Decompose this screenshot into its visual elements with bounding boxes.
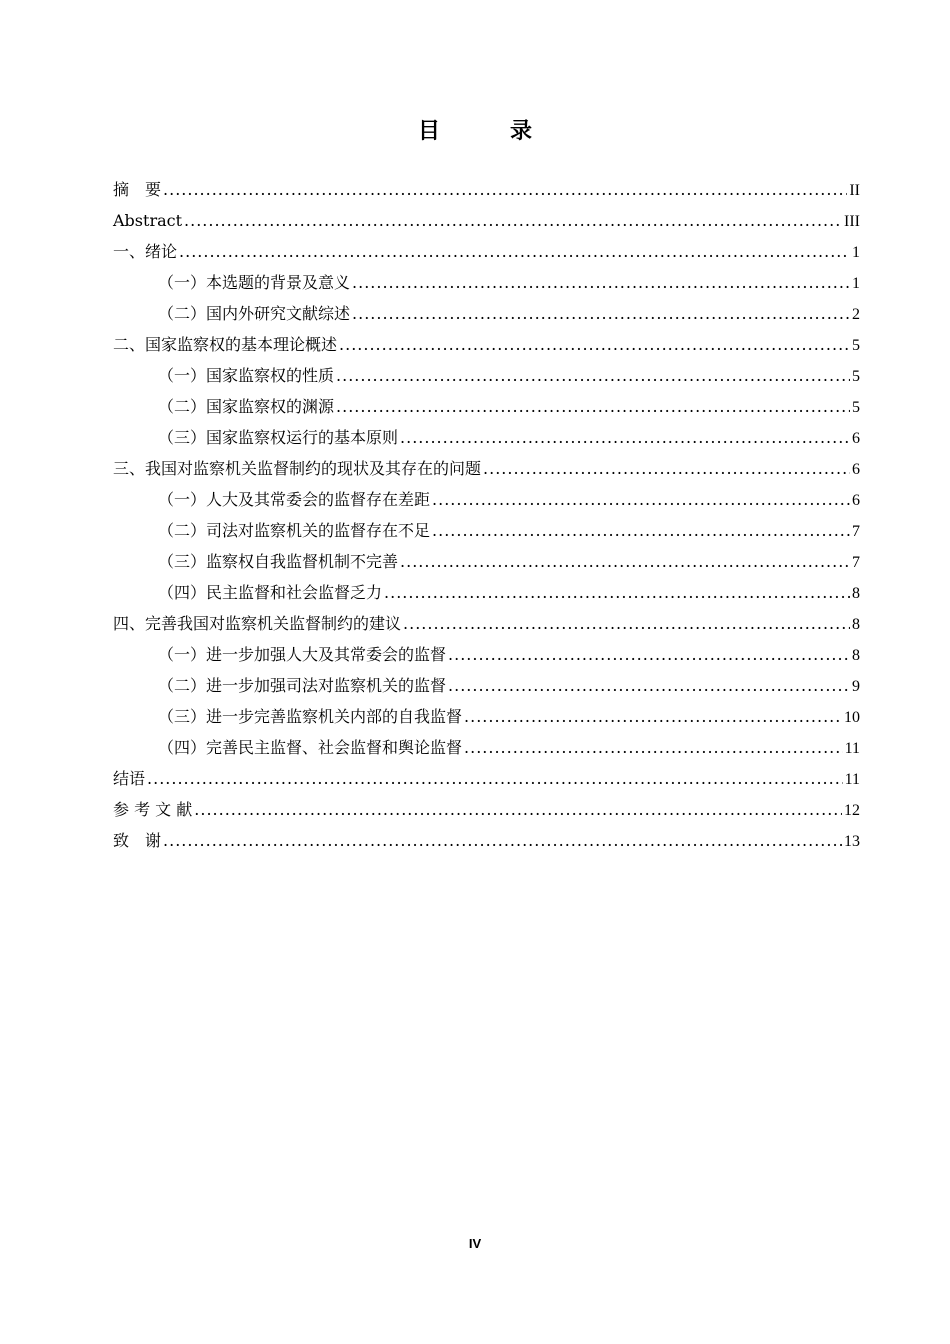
toc-entry-label: （三）进一步完善监察机关内部的自我监督 [158,707,463,726]
table-of-contents [113,174,860,856]
toc-entry-page: 2 [852,306,860,323]
toc-entry[interactable] [113,763,860,794]
toc-entry-label: （二）国家监察权的渊源 [158,397,335,416]
toc-entry-label: 四、完善我国对监察机关监督制约的建议 [113,614,402,633]
toc-entry-page: 5 [852,368,860,385]
toc-leader-dots [352,267,850,298]
toc-entry[interactable] [113,298,860,329]
toc-entry[interactable] [113,205,860,236]
toc-leader-dots [163,825,842,856]
toc-entry-label: （一）国家监察权的性质 [158,366,335,385]
toc-entry-label: Abstract [113,211,183,230]
toc-entry[interactable] [113,577,860,608]
toc-entry[interactable] [113,515,860,546]
toc-entry-page: 12 [844,802,860,819]
toc-leader-dots [432,484,850,515]
toc-entry[interactable] [113,732,860,763]
toc-leader-dots [400,546,850,577]
toc-entry[interactable] [113,174,860,205]
toc-entry-label: （一）本选题的背景及意义 [158,273,351,292]
toc-leader-dots [384,577,850,608]
toc-leader-dots [339,329,850,360]
toc-entry-page: 9 [852,678,860,695]
toc-entry-label: （三）国家监察权运行的基本原则 [158,428,399,447]
toc-entry[interactable] [113,546,860,577]
toc-leader-dots [336,391,850,422]
toc-entry-page: 1 [852,244,860,261]
toc-leader-dots [184,205,842,236]
toc-entry-label: （四）完善民主监督、社会监督和舆论监督 [158,738,463,757]
toc-entry-page: 5 [852,399,860,416]
toc-entry-label: 结语 [113,769,146,788]
toc-entry-page: 1 [852,275,860,292]
toc-leader-dots [194,794,842,825]
toc-entry[interactable] [113,484,860,515]
toc-entry-page: 11 [844,740,860,757]
page-title: 目 录 [417,118,556,144]
toc-entry-label: （一）进一步加强人大及其常委会的监督 [158,645,447,664]
toc-entry-page: 8 [852,616,860,633]
toc-leader-dots [432,515,850,546]
toc-entry-page: 10 [844,709,860,726]
page-number: IV [468,1236,482,1251]
toc-entry[interactable] [113,422,860,453]
toc-entry-page: 5 [852,337,860,354]
toc-leader-dots [448,639,850,670]
toc-leader-dots [400,422,850,453]
toc-entry[interactable] [113,670,860,701]
toc-entry-page: 7 [852,523,860,540]
toc-entry[interactable] [113,825,860,856]
toc-entry-page: 11 [844,771,860,788]
toc-entry-label: （二）司法对监察机关的监督存在不足 [158,521,431,540]
toc-entry-page: 6 [852,430,860,447]
toc-entry[interactable] [113,236,860,267]
toc-entry-page: 13 [844,833,860,850]
toc-entry-label: 参 考 文 献 [113,800,193,819]
toc-entry-page: II [849,182,860,199]
toc-entry-page: 6 [852,492,860,509]
toc-entry-label: （二）进一步加强司法对监察机关的监督 [158,676,447,695]
toc-leader-dots [403,608,850,639]
toc-entry-page: 8 [852,585,860,602]
toc-entry-label: （三）监察权自我监督机制不完善 [158,552,399,571]
toc-leader-dots [163,174,847,205]
toc-leader-dots [336,360,850,391]
toc-entry-page: III [844,213,860,230]
toc-entry[interactable] [113,360,860,391]
toc-entry[interactable] [113,329,860,360]
toc-entry-label: 一、绪论 [113,242,178,261]
toc-leader-dots [483,453,850,484]
toc-leader-dots [464,732,843,763]
toc-leader-dots [464,701,842,732]
toc-entry-label: （二）国内外研究文献综述 [158,304,351,323]
toc-leader-dots [179,236,850,267]
toc-entry-page: 7 [852,554,860,571]
toc-entry[interactable] [113,267,860,298]
toc-entry[interactable] [113,391,860,422]
toc-entry[interactable] [113,639,860,670]
toc-entry-page: 8 [852,647,860,664]
toc-leader-dots [352,298,850,329]
toc-entry-page: 6 [852,461,860,478]
toc-entry-label: 致 谢 [113,831,162,850]
toc-entry[interactable] [113,794,860,825]
toc-entry[interactable] [113,453,860,484]
toc-entry-label: 三、我国对监察机关监督制约的现状及其存在的问题 [113,459,482,478]
toc-entry-label: 二、国家监察权的基本理论概述 [113,335,338,354]
toc-entry-label: （一）人大及其常委会的监督存在差距 [158,490,431,509]
toc-leader-dots [147,763,843,794]
toc-entry[interactable] [113,608,860,639]
toc-leader-dots [448,670,850,701]
toc-entry-label: （四）民主监督和社会监督乏力 [158,583,383,602]
toc-entry-label: 摘 要 [113,180,162,199]
toc-entry[interactable] [113,701,860,732]
